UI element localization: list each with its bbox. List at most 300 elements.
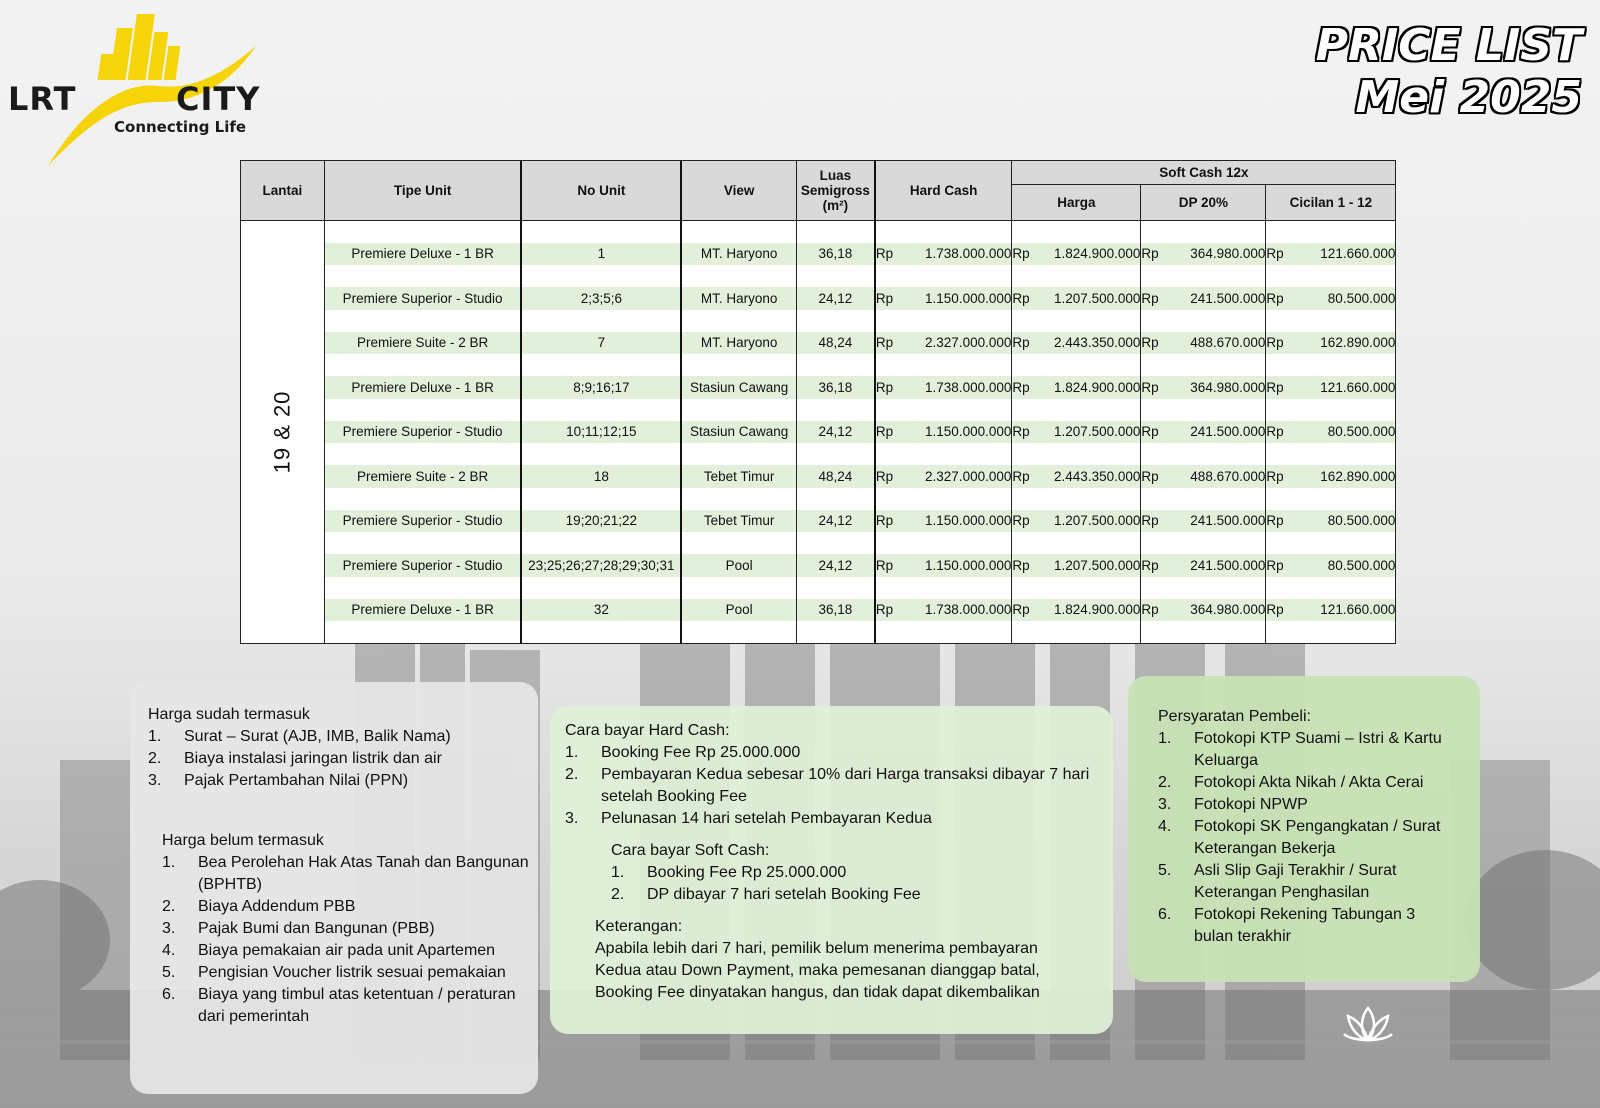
dp-cell-value: 364.980.000 [1190,379,1266,395]
tipe-unit-cell: Premiere Suite - 2 BR [324,465,521,488]
list-number: 5. [162,964,176,981]
logo-tagline: Connecting Life [114,118,247,136]
currency-label: Rp [1012,513,1030,529]
currency-label: Rp [1141,379,1159,395]
currency-label: Rp [1012,602,1030,618]
list-item-text: Booking Fee Rp 25.000.000 [647,864,847,881]
list-number: 3. [162,920,176,937]
hard-cash-step [565,764,1113,808]
list-item-text: Booking Fee Rp 25.000.000 [601,744,801,761]
currency-label: Rp [1012,468,1030,484]
spacer-cell [875,265,1012,287]
soft-harga-cell [1012,287,1141,310]
cicilan-cell [1266,465,1396,488]
view-cell: MT. Haryono [681,243,796,266]
hard-cash-cell-value: 1.150.000.000 [925,290,1012,306]
cicilan-cell-value: 80.500.000 [1327,290,1396,306]
dp-cell-value: 241.500.000 [1190,424,1266,440]
list-item-text: Fotokopi KTP Suami – Istri & Kartu Keluarga [1194,730,1442,769]
spacer-cell [1141,488,1266,510]
currency-label: Rp [1141,557,1159,573]
spacer-cell [1012,221,1141,243]
no-unit-cell: 10;11;12;15 [521,421,681,444]
spacer-cell [1012,354,1141,376]
cicilan-cell-value: 121.660.000 [1320,379,1396,395]
currency-label: Rp [1012,379,1030,395]
spacer-cell [1266,221,1396,243]
cicilan-cell [1266,510,1396,533]
dp-cell-value: 488.670.000 [1190,468,1266,484]
list-item-text: Biaya Addendum PBB [198,898,356,915]
list-number: 2. [1158,774,1172,791]
currency-label: Rp [875,424,894,440]
currency-label: Rp [1141,513,1159,529]
header-tipe-unit: Tipe Unit [324,161,521,221]
excluded-title: Harga belum termasuk [162,832,324,849]
spacer-cell [875,621,1012,643]
spacer-row [241,621,1396,643]
note-title: Keterangan: [595,918,683,935]
spacer-cell [875,310,1012,332]
currency-label: Rp [1266,513,1284,529]
spacer-row [241,532,1396,554]
cicilan-cell [1266,376,1396,399]
spacer-cell [875,577,1012,599]
header-lantai: Lantai [241,161,325,221]
cicilan-cell [1266,554,1396,577]
luas-cell: 36,18 [796,243,875,266]
cicilan-cell [1266,287,1396,310]
list-number: 2. [611,886,625,903]
list-item-text: Pajak Bumi dan Bangunan (PBB) [198,920,435,937]
luas-cell: 36,18 [796,599,875,622]
dp-cell [1141,554,1266,577]
lantai-value: 19 & 20 [269,390,295,474]
currency-label: Rp [1012,290,1030,306]
list-number: 4. [1158,818,1172,835]
header-view: View [681,161,796,221]
included-item [148,726,538,748]
cicilan-cell-value: 121.660.000 [1320,602,1396,618]
spacer-cell [324,621,521,643]
list-item-text: DP dibayar 7 hari setelah Booking Fee [647,886,921,903]
currency-label: Rp [1266,290,1284,306]
excluded-item [162,984,538,1028]
list-item-text: Pembayaran Kedua sebesar 10% dari Harga transaksi dibayar 7 hari setelah Booking Fee [601,766,1090,805]
cicilan-cell [1266,421,1396,444]
currency-label: Rp [1012,557,1030,573]
list-item-text: Asli Slip Gaji Terakhir / Surat Keterangan Penghasilan [1194,862,1397,901]
spacer-cell [1141,621,1266,643]
spacer-row [241,310,1396,332]
soft-harga-cell-value: 1.207.500.000 [1054,290,1141,306]
hard-cash-cell [875,421,1012,444]
excluded-item [162,940,538,962]
list-number: 1. [565,744,579,761]
included-item [148,748,538,770]
hard-cash-cell [875,510,1012,533]
hard-cash-cell [875,287,1012,310]
spacer-cell [1266,621,1396,643]
soft-harga-cell-value: 2.443.350.000 [1054,335,1141,351]
requirements-title: Persyaratan Pembeli: [1158,708,1311,725]
cicilan-cell-value: 162.890.000 [1320,468,1396,484]
currency-label: Rp [1266,379,1284,395]
spacer-cell [521,488,681,510]
spacer-cell [521,621,681,643]
dp-cell-value: 364.980.000 [1190,246,1266,262]
spacer-cell [875,221,1012,243]
spacer-cell [875,532,1012,554]
spacer-cell [1266,488,1396,510]
spacer-cell [796,621,875,643]
spacer-cell [1012,443,1141,465]
lrt-city-logo [8,6,278,171]
currency-label: Rp [1266,335,1284,351]
requirement-item [1158,772,1458,794]
no-unit-cell: 32 [521,599,681,622]
spacer-cell [681,488,796,510]
spacer-row [241,354,1396,376]
dp-cell [1141,376,1266,399]
spacer-cell [681,354,796,376]
list-number: 6. [162,986,176,1003]
list-number: 1. [148,728,162,745]
spacer-cell [1141,221,1266,243]
table-row [241,465,1396,488]
soft-harga-cell [1012,421,1141,444]
dp-cell [1141,510,1266,533]
spacer-cell [681,577,796,599]
logo-brand-left: LRT [8,80,77,118]
requirement-item [1158,860,1458,904]
no-unit-cell: 8;9;16;17 [521,376,681,399]
header-no-unit: No Unit [521,161,681,221]
lantai-cell [241,221,325,644]
soft-cash-payment-list [611,862,1113,906]
view-cell: MT. Haryono [681,287,796,310]
currency-label: Rp [1141,468,1159,484]
dp-cell [1141,332,1266,355]
spacer-cell [1266,265,1396,287]
spacer-cell [1266,443,1396,465]
lotus-icon [1340,1004,1396,1046]
currency-label: Rp [1141,424,1159,440]
list-number: 1. [162,854,176,871]
currency-label: Rp [875,557,894,573]
view-cell: Stasiun Cawang [681,376,796,399]
soft-harga-cell-value: 1.824.900.000 [1054,246,1141,262]
table-row [241,599,1396,622]
no-unit-cell: 2;3;5;6 [521,287,681,310]
tipe-unit-cell: Premiere Suite - 2 BR [324,332,521,355]
view-cell: Tebet Timur [681,465,796,488]
list-item-text: Pengisian Voucher listrik sesuai pemakaian [198,964,506,981]
hard-cash-cell-value: 2.327.000.000 [925,335,1012,351]
no-unit-cell: 1 [521,243,681,266]
header-dp: DP 20% [1141,185,1266,221]
spacer-cell [324,532,521,554]
spacer-cell [681,443,796,465]
hard-cash-cell-value: 1.738.000.000 [925,246,1012,262]
spacer-cell [681,221,796,243]
title-line-2: Mei 2025 [1355,72,1582,123]
dp-cell [1141,243,1266,266]
spacer-cell [681,532,796,554]
dp-cell-value: 241.500.000 [1190,513,1266,529]
luas-cell: 24,12 [796,554,875,577]
currency-label: Rp [1266,246,1284,262]
spacer-cell [796,265,875,287]
dp-cell [1141,465,1266,488]
currency-label: Rp [875,468,894,484]
spacer-cell [681,310,796,332]
spacer-cell [521,577,681,599]
included-title: Harga sudah termasuk [148,706,310,723]
currency-label: Rp [1266,468,1284,484]
view-cell: Stasiun Cawang [681,421,796,444]
spacer-cell [324,310,521,332]
list-number: 3. [1158,796,1172,813]
requirement-item [1158,794,1458,816]
spacer-row [241,488,1396,510]
currency-label: Rp [1266,557,1284,573]
table-row [241,554,1396,577]
hard-cash-step [565,808,1113,830]
soft-harga-cell [1012,510,1141,533]
header-harga: Harga [1012,185,1141,221]
spacer-cell [1266,354,1396,376]
logo-brand-right: CITY [176,80,261,118]
list-item-text: Fotokopi SK Pengangkatan / Surat Keterangan Bekerja [1194,818,1441,857]
list-number: 2. [565,766,579,783]
table-row [241,287,1396,310]
currency-label: Rp [1012,246,1030,262]
spacer-cell [521,310,681,332]
tipe-unit-cell: Premiere Superior - Studio [324,510,521,533]
dp-cell [1141,421,1266,444]
spacer-cell [521,221,681,243]
spacer-cell [681,621,796,643]
cicilan-cell [1266,599,1396,622]
tipe-unit-cell: Premiere Deluxe - 1 BR [324,376,521,399]
soft-cash-step [611,862,1113,884]
spacer-cell [324,221,521,243]
hard-cash-cell [875,376,1012,399]
list-item-text: Fotokopi NPWP [1194,796,1308,813]
requirements-list [1158,728,1458,948]
cicilan-cell-value: 80.500.000 [1327,513,1396,529]
spacer-cell [796,354,875,376]
list-number: 1. [1158,730,1172,747]
requirement-item [1158,816,1458,860]
hard-cash-cell-value: 1.738.000.000 [925,602,1012,618]
spacer-cell [1012,265,1141,287]
luas-cell: 24,12 [796,287,875,310]
list-number: 1. [611,864,625,881]
spacer-cell [1141,577,1266,599]
soft-harga-cell-value: 1.207.500.000 [1054,513,1141,529]
table-row [241,332,1396,355]
spacer-cell [1266,399,1396,421]
no-unit-cell: 19;20;21;22 [521,510,681,533]
list-number: 2. [162,898,176,915]
header-hard-cash: Hard Cash [875,161,1012,221]
list-item-text: Biaya pemakaian air pada unit Apartemen [198,942,496,959]
spacer-row [241,265,1396,287]
hard-cash-cell [875,332,1012,355]
soft-harga-cell [1012,332,1141,355]
excluded-item [162,896,538,918]
list-item-text: Fotokopi Rekening Tabungan 3 bulan terakhir [1194,906,1416,945]
hard-cash-cell-value: 2.327.000.000 [925,468,1012,484]
table-row [241,376,1396,399]
spacer-cell [796,310,875,332]
spacer-cell [796,399,875,421]
spacer-cell [1266,532,1396,554]
tipe-unit-cell: Premiere Superior - Studio [324,421,521,444]
list-number: 3. [565,810,579,827]
table-row [241,243,1396,266]
spacer-cell [324,354,521,376]
spacer-row [241,577,1396,599]
requirement-item [1158,904,1458,948]
list-item-text: Fotokopi Akta Nikah / Akta Cerai [1194,774,1424,791]
included-list [148,726,538,792]
dp-cell-value: 241.500.000 [1190,290,1266,306]
currency-label: Rp [1266,424,1284,440]
dp-cell [1141,287,1266,310]
cicilan-cell-value: 80.500.000 [1327,557,1396,573]
spacer-cell [796,577,875,599]
spacer-cell [1141,532,1266,554]
soft-cash-step [611,884,1113,906]
price-inclusion-box [130,682,538,1094]
currency-label: Rp [875,290,894,306]
note-text: Apabila lebih dari 7 hari, pemilik belum menerima pembayaran Kedua atau Down Payment, maka pemesanan dianggap batal, Booking Fee dinyatakan hangus, dan tidak dapat dikembalikan [595,940,1040,1001]
spacer-cell [521,399,681,421]
hard-cash-payment-title: Cara bayar Hard Cash: [565,722,730,739]
spacer-row [241,221,1396,243]
currency-label: Rp [875,602,894,618]
header-cicilan: Cicilan 1 - 12 [1266,185,1396,221]
spacer-cell [1141,399,1266,421]
view-cell: Pool [681,554,796,577]
hard-cash-cell [875,465,1012,488]
hard-cash-cell-value: 1.150.000.000 [925,557,1012,573]
list-item-text: Surat – Surat (AJB, IMB, Balik Nama) [184,728,451,745]
list-item-text: Bea Perolehan Hak Atas Tanah dan Bangunan (BPHTB) [198,854,529,893]
cicilan-cell-value: 80.500.000 [1327,424,1396,440]
hard-cash-cell-value: 1.738.000.000 [925,379,1012,395]
tipe-unit-cell: Premiere Deluxe - 1 BR [324,243,521,266]
no-unit-cell: 18 [521,465,681,488]
soft-harga-cell-value: 1.824.900.000 [1054,379,1141,395]
spacer-cell [521,443,681,465]
soft-harga-cell [1012,465,1141,488]
dp-cell-value: 488.670.000 [1190,335,1266,351]
luas-cell: 48,24 [796,332,875,355]
spacer-cell [1012,399,1141,421]
view-cell: MT. Haryono [681,332,796,355]
spacer-cell [1266,310,1396,332]
spacer-cell [1141,265,1266,287]
requirement-item [1158,728,1458,772]
soft-harga-cell [1012,599,1141,622]
table-row [241,510,1396,533]
list-item-text: Pajak Pertambahan Nilai (PPN) [184,772,409,789]
spacer-cell [1012,532,1141,554]
currency-label: Rp [1141,246,1159,262]
no-unit-cell: 23;25;26;27;28;29;30;31 [521,554,681,577]
buyer-requirements-box [1128,676,1480,982]
spacer-cell [796,488,875,510]
spacer-cell [875,399,1012,421]
soft-harga-cell-value: 2.443.350.000 [1054,468,1141,484]
soft-harga-cell [1012,243,1141,266]
currency-label: Rp [1012,424,1030,440]
spacer-cell [796,221,875,243]
tipe-unit-cell: Premiere Superior - Studio [324,554,521,577]
excluded-item [162,918,538,940]
currency-label: Rp [875,335,894,351]
spacer-cell [1012,310,1141,332]
spacer-cell [324,443,521,465]
included-item [148,770,538,792]
currency-label: Rp [875,246,894,262]
cicilan-cell [1266,243,1396,266]
list-number: 6. [1158,906,1172,923]
list-item-text: Biaya yang timbul atas ketentuan / peraturan dari pemerintah [198,986,516,1025]
spacer-cell [875,354,1012,376]
header-soft-cash: Soft Cash 12x [1012,161,1396,185]
list-number: 3. [148,772,162,789]
spacer-cell [324,265,521,287]
luas-cell: 24,12 [796,510,875,533]
price-table-body [241,221,1396,644]
spacer-cell [875,443,1012,465]
cicilan-cell [1266,332,1396,355]
currency-label: Rp [1141,602,1159,618]
tipe-unit-cell: Premiere Superior - Studio [324,287,521,310]
cicilan-cell-value: 162.890.000 [1320,335,1396,351]
spacer-cell [324,577,521,599]
cicilan-cell-value: 121.660.000 [1320,246,1396,262]
spacer-cell [796,443,875,465]
list-item-text: Pelunasan 14 hari setelah Pembayaran Kedua [601,810,932,827]
title-line-1: PRICE LIST [1315,20,1582,71]
view-cell: Pool [681,599,796,622]
dp-cell-value: 241.500.000 [1190,557,1266,573]
currency-label: Rp [1141,290,1159,306]
page-title [1316,20,1582,124]
spacer-cell [521,265,681,287]
hard-cash-cell [875,243,1012,266]
hard-cash-cell-value: 1.150.000.000 [925,424,1012,440]
luas-cell: 24,12 [796,421,875,444]
spacer-cell [1012,488,1141,510]
list-number: 5. [1158,862,1172,879]
hard-cash-payment-list [565,742,1113,830]
list-number: 2. [148,750,162,767]
payment-method-box [550,706,1113,1034]
price-table-container [240,160,1396,644]
no-unit-cell: 7 [521,332,681,355]
dp-cell [1141,599,1266,622]
hard-cash-step [565,742,1113,764]
tipe-unit-cell: Premiere Deluxe - 1 BR [324,599,521,622]
spacer-cell [1141,310,1266,332]
